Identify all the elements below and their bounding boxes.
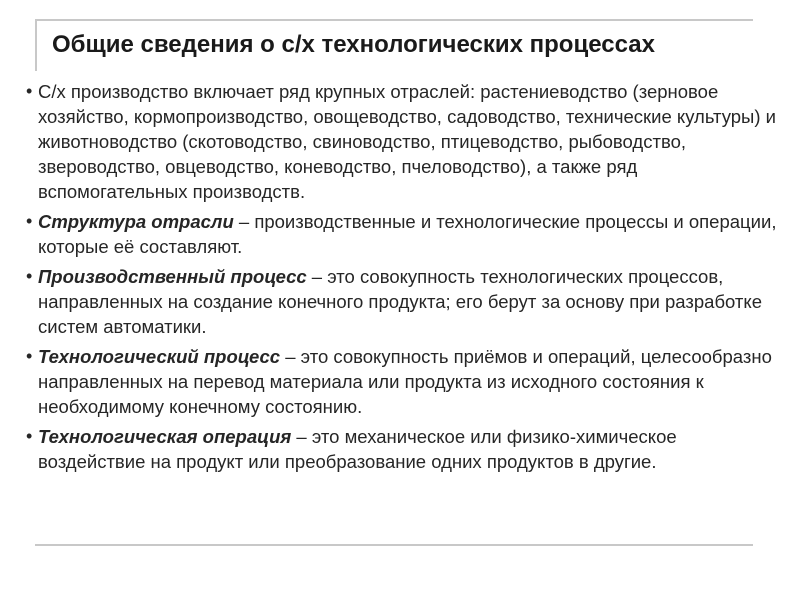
- definition-list: [26, 79, 778, 479]
- list-item-industry-structure: [26, 209, 778, 259]
- item-term: Производственный процесс: [38, 266, 307, 287]
- list-item-production-process: [26, 264, 778, 339]
- bullet-icon: •: [26, 211, 33, 231]
- bullet-icon: •: [26, 81, 33, 101]
- bullet-icon: •: [26, 346, 33, 366]
- item-term: Технологическая операция: [38, 426, 292, 447]
- left-rule: [35, 19, 37, 71]
- item-text: – это механическое или физико-химическое воздействие на продукт или преобразование одних продуктов в другие.: [38, 426, 677, 472]
- slide-title: Общие сведения о с/х технологических процессах: [52, 31, 655, 58]
- item-text: – это совокупность технологических процессов, направленных на создание конечного продукта; его берут за основу при разработке систем автоматики.: [38, 266, 762, 337]
- bullet-icon: •: [26, 266, 33, 286]
- item-text: – это совокупность приёмов и операций, целесообразно направленных на перевод материала или продукта из исходного состояния к необходимому конечному состоянию.: [38, 346, 772, 417]
- list-item-technological-process: [26, 344, 778, 419]
- list-item-technological-operation: [26, 424, 778, 474]
- item-term: Структура отрасли: [38, 211, 234, 232]
- item-text: С/х производство включает ряд крупных отраслей: растениеводство (зерновое хозяйство, кормопроизводство, овощеводство, садоводство, технические культуры) и животноводство (скотоводство, свиноводство, птицеводство, рыбоводство, звероводство, овцеводство, коневодство, пчеловодство), а также ряд вспомогательных производств.: [38, 81, 776, 202]
- bullet-icon: •: [26, 426, 33, 446]
- item-text: – производственные и технологические процессы и операции, которые её составляют.: [38, 211, 777, 257]
- list-item-industry-branches: [26, 79, 778, 204]
- top-rule: [35, 19, 753, 21]
- bottom-rule: [35, 544, 753, 546]
- item-term: Технологический процесс: [38, 346, 281, 367]
